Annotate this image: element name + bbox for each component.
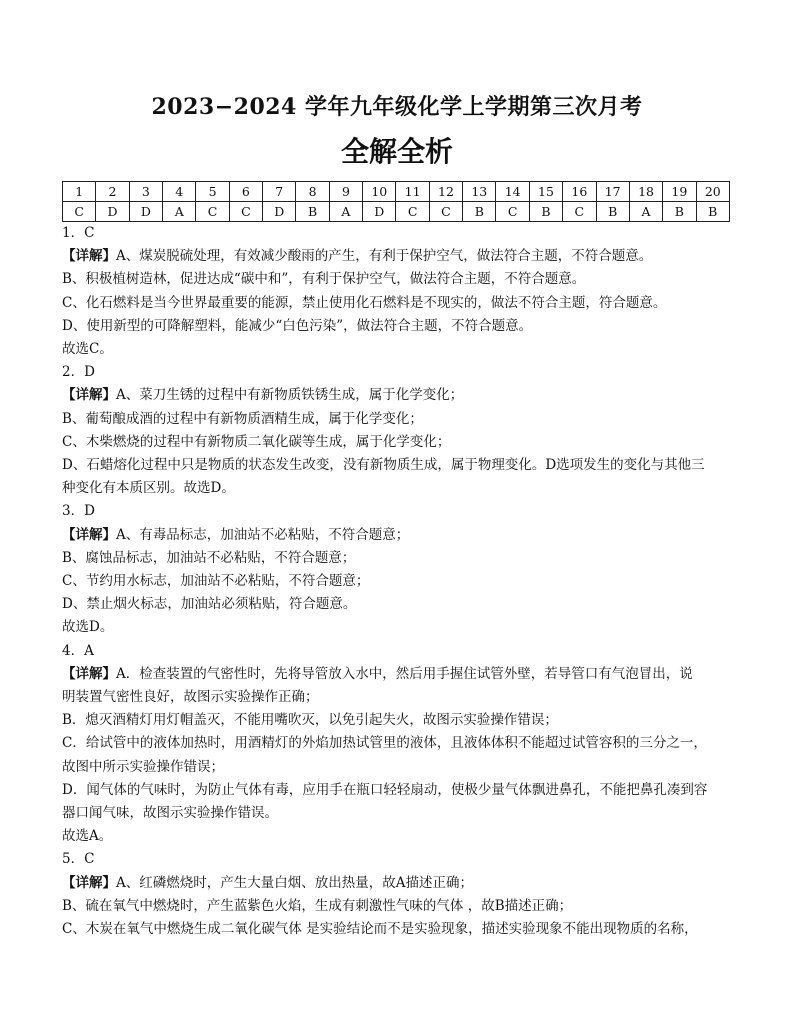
question-number-cell: 17: [596, 182, 629, 202]
question-number-cell: 19: [663, 182, 696, 202]
line-text: 5．C: [62, 851, 95, 868]
text-line: [62, 616, 734, 639]
line-text: C．给试管中的液体加热时，用酒精灯的外焰加热试管里的液体，且液体体积不能超过试管容积的三分之一，: [62, 735, 707, 752]
line-text: D．闻气体的气味时，为防止气体有毒，应用手在瓶口轻轻扇动，使极少量气体飘进鼻孔，不能把鼻孔凑到容: [62, 781, 708, 798]
line-text: B、积极植树造林，促进达成“碳中和”，有利于保护空气，做法符合主题，不符合题意。: [62, 271, 586, 288]
detail-tag: 【详解】: [62, 248, 116, 265]
question-number-cell: 12: [429, 182, 462, 202]
answer-cell: D: [363, 202, 396, 222]
detail-tag: 【详解】: [62, 387, 116, 404]
question-number-cell: 2: [96, 182, 129, 202]
text-line: [62, 408, 734, 431]
answer-cell: C: [563, 202, 596, 222]
line-text: B、硫在氧气中燃烧时，产生蓝紫色火焰，生成有刺激性气味的气体 ，故B描述正确；: [62, 897, 573, 914]
answer-cell: C: [63, 202, 96, 222]
line-text: 故选A。: [62, 828, 113, 845]
question-number-cell: 10: [363, 182, 396, 202]
text-line: [62, 315, 734, 338]
text-line: [62, 686, 734, 709]
text-line: [62, 895, 734, 918]
line-text: C、木炭在氧气中燃烧生成二氧化碳气体 是实验结论而不是实验现象，描述实验现象不能出现物质的名称，: [62, 921, 698, 938]
text-line: [62, 477, 734, 500]
text-line: [62, 663, 734, 686]
answer-table: [62, 181, 730, 222]
line-text: D、石蜡熔化过程中只是物质的状态发生改变，没有新物质生成，属于物理变化。D选项发生的变化与其他三: [62, 457, 705, 474]
line-text: 2．D: [62, 364, 95, 381]
question-number-cell: 7: [263, 182, 296, 202]
document-title: 2023−2024 学年九年级化学上学期第三次月考: [151, 94, 643, 120]
text-line: [62, 361, 734, 384]
answer-table-answer-row: [63, 202, 730, 222]
line-text: 种变化有本质区别。故选D。: [62, 480, 235, 497]
line-text: 明装置气密性良好，故图示实验操作正确；: [62, 689, 319, 706]
line-text: A、有毒品标志，加油站不必粘贴，不符合题意；: [116, 526, 410, 543]
text-line: [62, 593, 734, 616]
answer-cell: A: [329, 202, 362, 222]
question-number-cell: 4: [163, 182, 196, 202]
text-line: [62, 640, 734, 663]
text-line: [62, 779, 734, 802]
text-line: [62, 570, 734, 593]
answer-cell: C: [229, 202, 262, 222]
text-line: [62, 384, 734, 407]
answer-cell: B: [463, 202, 496, 222]
question-number-cell: 16: [563, 182, 596, 202]
line-text: 1．C: [62, 225, 95, 241]
text-line: [62, 245, 734, 268]
text-line: [62, 268, 734, 291]
answer-cell: D: [129, 202, 162, 222]
text-line: [62, 292, 734, 315]
text-line: [62, 756, 734, 779]
answer-cell: D: [263, 202, 296, 222]
question-number-cell: 5: [196, 182, 229, 202]
line-text: C、节约用水标志，加油站不必粘贴，不符合题意；: [62, 573, 370, 590]
line-text: B、葡萄酿成酒的过程中有新物质酒精生成，属于化学变化；: [62, 410, 423, 427]
question-number-cell: 6: [229, 182, 262, 202]
line-text: A．检查装置的气密性时，先将导管放入水中，然后用手握住试管外壁，若导管口有气泡冒出，说: [116, 665, 693, 682]
question-number-cell: 11: [396, 182, 429, 202]
document-subtitle: 全解全析: [340, 135, 453, 168]
detail-tag: 【详解】: [62, 526, 116, 543]
line-text: D、禁止烟火标志，加油站必须粘贴，符合题意。: [62, 596, 357, 613]
answer-cell: C: [429, 202, 462, 222]
text-line: [62, 431, 734, 454]
question-number-cell: 13: [463, 182, 496, 202]
answer-table-number-row: [63, 182, 730, 202]
line-text: C、化石燃料是当今世界最重要的能源，禁止使用化石燃料是不现实的，做法不符合主题，符合题意。: [62, 294, 667, 311]
answer-cell: C: [496, 202, 529, 222]
answer-cell: A: [629, 202, 662, 222]
answer-cell: B: [296, 202, 329, 222]
text-line: [62, 825, 734, 848]
line-text: B、腐蚀品标志，加油站不必粘贴，不符合题意；: [62, 549, 356, 566]
answer-cell: B: [529, 202, 562, 222]
line-text: B．熄灭酒精灯用灯帽盖灭，不能用嘴吹灭，以免引起失火，故图示实验操作错误；: [62, 712, 558, 729]
question-number-cell: 3: [129, 182, 162, 202]
line-text: 3．D: [62, 503, 95, 520]
answer-cell: C: [396, 202, 429, 222]
text-line: [62, 872, 734, 895]
text-line: [62, 524, 734, 547]
question-number-cell: 20: [696, 182, 729, 202]
line-text: 故图中所示实验操作错误；: [62, 758, 224, 775]
text-line: [62, 500, 734, 523]
answer-cell: B: [596, 202, 629, 222]
answer-cell: A: [163, 202, 196, 222]
line-text: A、红磷燃烧时，产生大量白烟、放出热量，故A描述正确；: [116, 874, 473, 891]
question-number-cell: 8: [296, 182, 329, 202]
explanation-body: [62, 222, 734, 941]
text-line: [62, 454, 734, 477]
text-line: [62, 709, 734, 732]
line-text: D、使用新型的可降解塑料，能减少“白色污染”，做法符合主题，不符合题意。: [62, 317, 533, 334]
detail-tag: 【详解】: [62, 665, 116, 682]
text-line: [62, 918, 734, 941]
line-text: 故选C。: [62, 341, 113, 358]
text-line: [62, 547, 734, 570]
answer-cell: B: [696, 202, 729, 222]
question-number-cell: 15: [529, 182, 562, 202]
question-number-cell: 9: [329, 182, 362, 202]
question-number-cell: 18: [629, 182, 662, 202]
question-number-cell: 1: [63, 182, 96, 202]
text-line: [62, 732, 734, 755]
line-text: 故选D。: [62, 619, 114, 636]
answer-cell: C: [196, 202, 229, 222]
answer-cell: D: [96, 202, 129, 222]
line-text: 器口闻气味，故图示实验操作错误。: [62, 805, 278, 822]
line-text: 4．A: [62, 642, 94, 659]
line-text: A、煤炭脱硫处理，有效减少酸雨的产生，有利于保护空气，做法符合主题，不符合题意。: [116, 248, 653, 265]
line-text: C、木柴燃烧的过程中有新物质二氧化碳等生成，属于化学变化；: [62, 433, 451, 450]
text-line: [62, 802, 734, 825]
answer-cell: B: [663, 202, 696, 222]
text-line: [62, 848, 734, 871]
question-number-cell: 14: [496, 182, 529, 202]
line-text: A、菜刀生锈的过程中有新物质铁锈生成，属于化学变化；: [116, 387, 464, 404]
detail-tag: 【详解】: [62, 874, 116, 891]
text-line: [62, 222, 734, 245]
text-line: [62, 338, 734, 361]
